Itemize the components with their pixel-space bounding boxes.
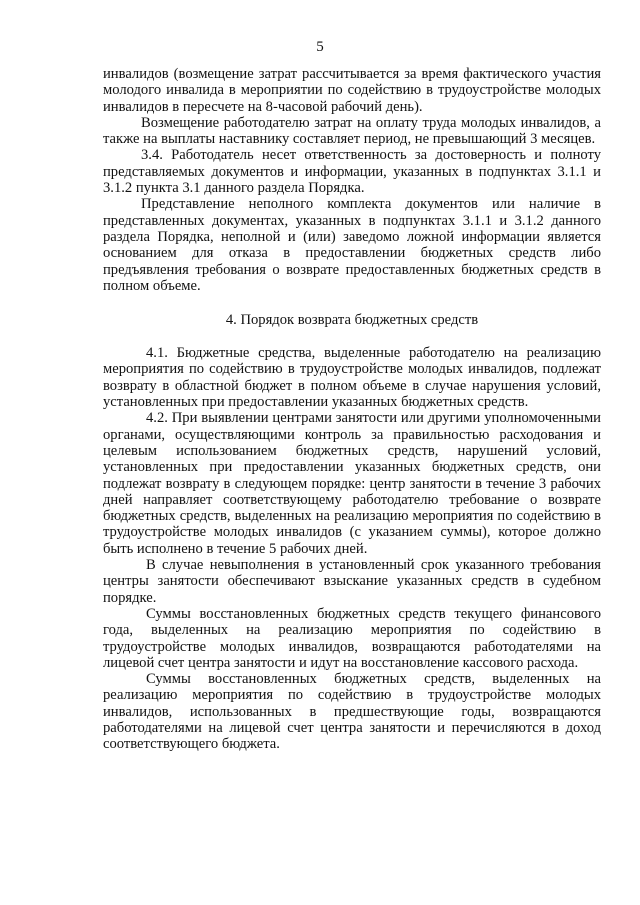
paragraph-continuation: инвалидов (возмещение затрат рассчитывается за время фактического участия молодого инвалида в мероприятии по содействию в трудоустройстве молодых инвалидов в пересчете на 8-часовой рабочий день). (103, 66, 601, 115)
paragraph-previous-years-funds: Суммы восстановленных бюджетных средств, выделенных на реализацию мероприятия по содействию в трудоустройстве молодых инвалидов, использованных в предшествующие годы, возвращаются работодателями на лицевой счет центра занятости и перечисляются в доход соответствующего бюджета. (103, 671, 601, 753)
document-body (103, 66, 601, 753)
paragraph-4-2: 4.2. При выявлении центрами занятости или другими уполномоченными органами, осуществляющими контроль за правильностью расходования и целевым использованием бюджетных средств, нарушений условий, установленных при предоставлении указанных бюджетных средств, они подлежат возврату в следующем порядке: центр занятости в течение 3 рабочих дней направляет соответствующему работодателю требование о возврате бюджетных средств, выделенных на реализацию мероприятия по содействию в трудоустройстве молодых инвалидов (с указанием суммы), которое должно быть исполнено в течение 5 рабочих дней. (103, 410, 601, 557)
paragraph-4-1: 4.1. Бюджетные средства, выделенные работодателю на реализацию мероприятия по содействию в трудоустройстве молодых инвалидов, подлежат возврату в областной бюджет в полном объеме в случае нарушения условий, установленных при предоставлении указанных бюджетных средств. (103, 345, 601, 411)
paragraph-current-year-funds: Суммы восстановленных бюджетных средств текущего финансового года, выделенных на реализацию мероприятия по содействию в трудоустройстве молодых инвалидов, возвращаются работодателями на лицевой счет центра занятости и идут на восстановление кассового расхода. (103, 605, 601, 671)
section-heading: 4. Порядок возврата бюджетных средств (225, 312, 479, 329)
paragraph-reimbursement-period: Возмещение работодателю затрат на оплату труда молодых инвалидов, а также на выплаты наставнику составляет период, не превышающий 3 месяцев. (103, 114, 601, 148)
paragraph-3-4: 3.4. Работодатель несет ответственность за достоверность и полноту представляемых документов и информации, указанных в подпунктах 3.1.1 и 3.1.2 пункта 3.1 данного раздела Порядка. (103, 147, 601, 197)
page-number: 5 (316, 39, 324, 55)
paragraph-incomplete-documents: Представление неполного комплекта документов или наличие в представленных документах, указанных в подпунктах 3.1.1 и 3.1.2 данного раздела Порядка, неполной и (или) заведомо ложной информации является основанием для отказа в предоставлении бюджетных средств либо предъявления требования о возврате предоставленных бюджетных средств в полном объеме. (103, 196, 601, 294)
paragraph-court-recovery: В случае невыполнения в установленный срок указанного требования центры занятости обеспечивают взыскание указанных средств в судебном порядке. (103, 557, 601, 606)
